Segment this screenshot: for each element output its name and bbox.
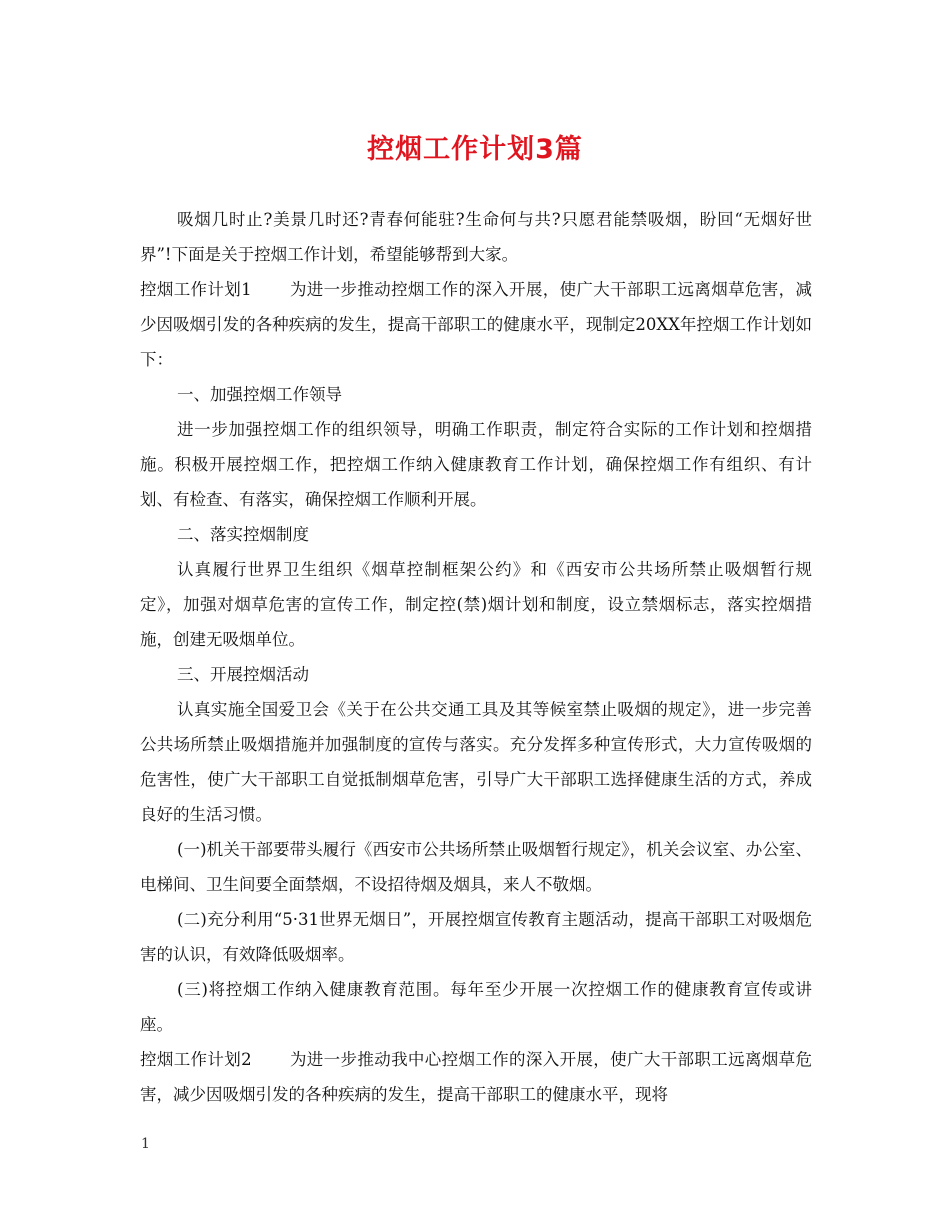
section-paragraph-1: 进一步加强控烟工作的组织领导，明确工作职责，制定符合实际的工作计划和控烟措施。积极开展控烟工作，把控烟工作纳入健康教育工作计划，确保控烟工作有组织、有计划、有检查、有落实，确保控烟工作顺利开展。 [140, 420, 812, 509]
list-item-1: (一)机关干部要带头履行《西安市公共场所禁止吸烟暂行规定》，机关会议室、办公室、电梯间、卫生间要全面禁烟，不设招待烟及烟具，来人不敬烟。 [140, 840, 812, 894]
section-paragraph-2: 认真履行世界卫生组织《烟草控制框架公约》和《西安市公共场所禁止吸烟暂行规定》，加强对烟草危害的宣传工作，制定控(禁)烟计划和制度，设立禁烟标志，落实控烟措施，创建无吸烟单位。 [140, 560, 812, 649]
section-heading-2: 二、落实控烟制度 [177, 525, 309, 544]
plan2-paragraph [140, 1042, 812, 1112]
list-item-2: (二)充分利用“5·31世界无烟日”，开展控烟宣传教育主题活动，提高干部职工对吸烟危害的认识，有效降低吸烟率。 [140, 910, 812, 964]
section-heading-1: 一、加强控烟工作领导 [177, 385, 342, 404]
document-title: 控烟工作计划3篇 [367, 134, 583, 165]
plan1-text: 为进一步推动控烟工作的深入开展，使广大干部职工远离烟草危害，减少因吸烟引发的各种疾病的发生，提高干部职工的健康水平，现制定20XX年控烟工作计划如下： [140, 280, 813, 369]
page-number: 1 [141, 1136, 150, 1152]
plan1-paragraph [140, 272, 812, 377]
section-heading-3: 三、开展控烟活动 [177, 665, 309, 684]
intro-paragraph: 吸烟几时止?美景几时还?青春何能驻?生命何与共?只愿君能禁吸烟，盼回“无烟好世界”!下面是关于控烟工作计划，希望能够帮到大家。 [140, 210, 812, 264]
plan1-label: 控烟工作计划1 [140, 280, 252, 299]
list-item-3: (三)将控烟工作纳入健康教育范围。每年至少开展一次控烟工作的健康教育宣传或讲座。 [140, 980, 812, 1034]
section-paragraph-3: 认真实施全国爱卫会《关于在公共交通工具及其等候室禁止吸烟的规定》，进一步完善公共场所禁止吸烟措施并加强制度的宣传与落实。充分发挥多种宣传形式，大力宣传吸烟的危害性，使广大干部职工自觉抵制烟草危害，引导广大干部职工选择健康生活的方式，养成良好的生活习惯。 [140, 700, 812, 824]
plan2-label: 控烟工作计划2 [140, 1050, 252, 1069]
plan2-text: 为进一步推动我中心控烟工作的深入开展，使广大干部职工远离烟草危害，减少因吸烟引发的各种疾病的发生，提高干部职工的健康水平，现将 [140, 1050, 813, 1104]
document-body [140, 202, 812, 1112]
